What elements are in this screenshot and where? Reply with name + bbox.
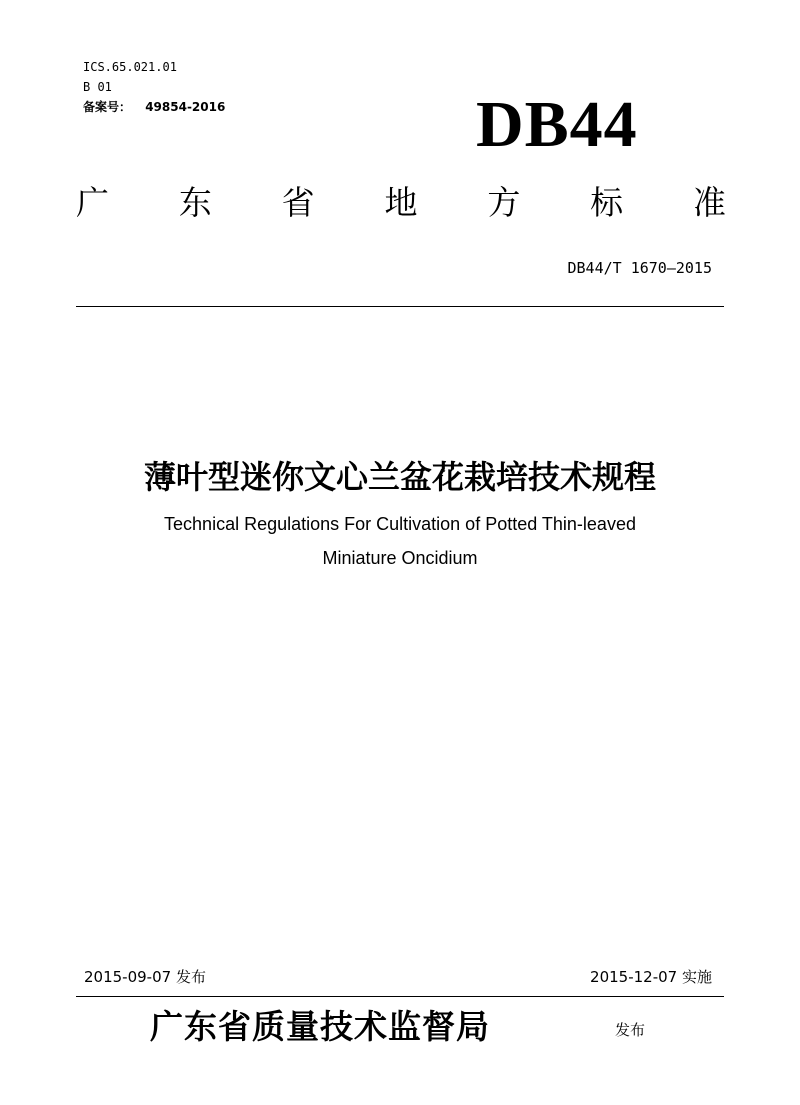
record-number [83,100,225,114]
standard-type-char: 广 [76,183,109,222]
issuer-name: 广东省质量技术监督局 [150,1007,490,1046]
bottom-divider [76,996,724,997]
title-chinese: 薄叶型迷你文心兰盆花栽培技术规程 [143,458,656,496]
implement-date: 2015-12-07 实施 [590,968,712,986]
standard-type-char: 东 [178,183,212,222]
standard-type-char: 省 [281,183,315,222]
standard-number: DB44/T 1670—2015 [567,259,712,277]
top-divider [76,306,724,307]
db-code: DB44 [476,88,638,161]
ccs-code: B 01 [83,80,112,94]
issuer-suffix: 发布 [615,1021,646,1039]
publish-date: 2015-09-07 发布 [84,968,206,986]
record-value: 49854-2016 [145,100,226,114]
ics-code: ICS.65.021.01 [83,60,177,74]
standard-type [76,183,726,223]
standard-type-char: 地 [384,183,418,222]
record-label: 备案号： [83,100,132,114]
title-english-line2: Miniature Oncidium [322,548,478,568]
standard-type-char: 标 [590,183,624,222]
title-english-line1: Technical Regulations For Cultivation of Potted Thin-leaved [164,514,636,534]
standard-type-char: 准 [692,183,726,222]
standard-type-char: 方 [487,183,521,222]
